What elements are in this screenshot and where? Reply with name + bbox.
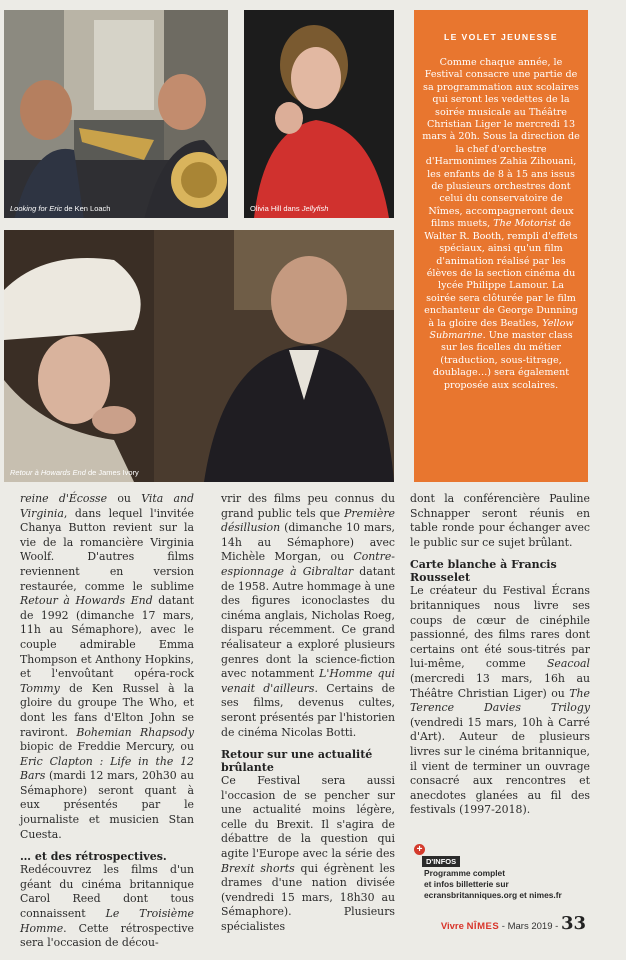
volet-jeunesse-box [414, 10, 588, 482]
page-number: 33 [560, 913, 586, 934]
article-column-3 [410, 492, 590, 818]
magazine-city: NÎMES [466, 921, 500, 932]
photo-caption: Looking for Eric de Ken Loach [10, 204, 111, 213]
plus-icon: + [414, 844, 425, 855]
photo-looking-for-eric [4, 10, 228, 218]
infos-tag: D'INFOS [422, 856, 460, 867]
sidebar-text: Comme chaque année, le Festival consacre une partie de sa programmation aux scolaires qui seront les vedettes de la soirée musicale au Théâtre Christian Liger le mercredi 13 mars à 20h. Sous la direction de la chef d'orchestre d'Harmonimes Zahia Zihouani, les enfants de 8 à 15 ans issus de plusieurs orchestres dont celui du conservatoire de Nîmes, accompagneront deux films muets, The Motorist de Walter R. Booth, rempli d'effets spéciaux, ainsi qu'un film d'animation réalisé par les élèves de la section cinéma du lycée Philippe Lamour. La soirée sera clôturée par le film enchanteur de George Dunning à la gloire des Beatles, Yellow Submarine. Une master class sur les ficelles du métier (traduction, sous-titrage, doublage…) sera également proposée aux scolaires. [422, 57, 580, 391]
page-footer [441, 913, 586, 934]
paragraph: Ce Festival sera aussi l'occasion de se pencher sur une actualité moins légère, celle du Brexit. Il s'agira de débattre de la question qui agite l'Europe avec la série des Brexit shorts qui égrènent les drames d'une nation divisée (vendredi 15 mars, 18h30 au Sémaphore). Plusieurs spécialistes [221, 774, 395, 934]
article-column-2 [221, 492, 395, 935]
infos-links: ecransbritanniques.org et nimes.fr [424, 890, 562, 900]
sidebar-title: LE VOLET JEUNESSE [443, 32, 559, 42]
photo-caption: Olivia Hill dans Jellyfish [250, 204, 329, 213]
magazine-name: Vivre [440, 921, 464, 932]
paragraph: reine d'Écosse ou Vita and Virginia, dans lequel l'invitée Chanya Button revient sur la vie de la romancière Virginia Woolf. D'autres films reviennent en version restaurée, comme le sublime Retour à Howards End datant de 1992 (dimanche 17 mars, 11h au Sémaphore), avec le couple admirable Emma Thompson et Anthony Hopkins, et l'envoûtant opéra-rock Tommy de Ken Russel à la gloire du groupe The Who, et dont les fans d'Elton John se raviront. Bohemian Rhapsody biopic de Freddie Mercury, ou Eric Clapton : Life in the 12 Bars (mardi 12 mars, 20h30 au Sémaphore) seront quant à eux présentés par le journaliste et musicien Stan Cuesta. [20, 492, 195, 841]
section-heading: Carte blanche à Francis Rousselet [410, 558, 557, 585]
infos-text: Programme complet et infos billetterie sur ecransbritanniques.org et nimes.fr [424, 868, 604, 901]
article-column-1 [20, 492, 194, 951]
photo-caption: Retour à Howards End de James Ivory [10, 468, 139, 477]
issue-date: - Mars 2019 - [499, 921, 561, 932]
section-heading: Retour sur une actualité brûlante [221, 748, 373, 775]
paragraph: dont la conférencière Pauline Schnapper seront réunis en table ronde pour échanger avec le public sur ce sujet brûlant. [410, 492, 590, 549]
paragraph: vrir des films peu connus du grand public tels que Première désillusion (dimanche 10 mars, 14h au Sémaphore) avec Michèle Morgan, ou Contre-espionnage à Gibraltar datant de 1958. Autre hommage à une des figures iconoclastes du cinéma anglais, Nicholas Roeg, disparu récemment. Ce grand réalisateur a exploré plusieurs genres dont la science-fiction avec notamment L'Homme qui venait d'ailleurs. Certains de ses films, devenus cultes, seront présentés par l'historien de cinéma Nicolas Botti. [221, 492, 396, 739]
paragraph: Le créateur du Festival Écrans britanniques nous livre ses coups de cœur de cinéphile passionné, des films rares dont certains ont été sous-titrés par lui-même, comme Seacoal (mercredi 13 mars, 16h au Théâtre Christian Liger) ou The Terence Davies Trilogy (vendredi 15 mars, 10h à Carré d'Art). Auteur de plusieurs livres sur le cinéma britannique, il vient de terminer un ouvrage consacré aux rencontres et anecdotes glanées au fil des festivals (1997-2018). [410, 584, 590, 817]
paragraph: Redécouvrez les films d'un géant du cinéma britannique Carol Reed dont tous connaissent Le Troisième Homme. Cette rétrospective sera l'occasion de décou- [20, 863, 194, 950]
section-heading: … et des rétrospectives. [20, 850, 167, 864]
photo-howards-end [4, 230, 394, 482]
photo-jellyfish [244, 10, 394, 218]
